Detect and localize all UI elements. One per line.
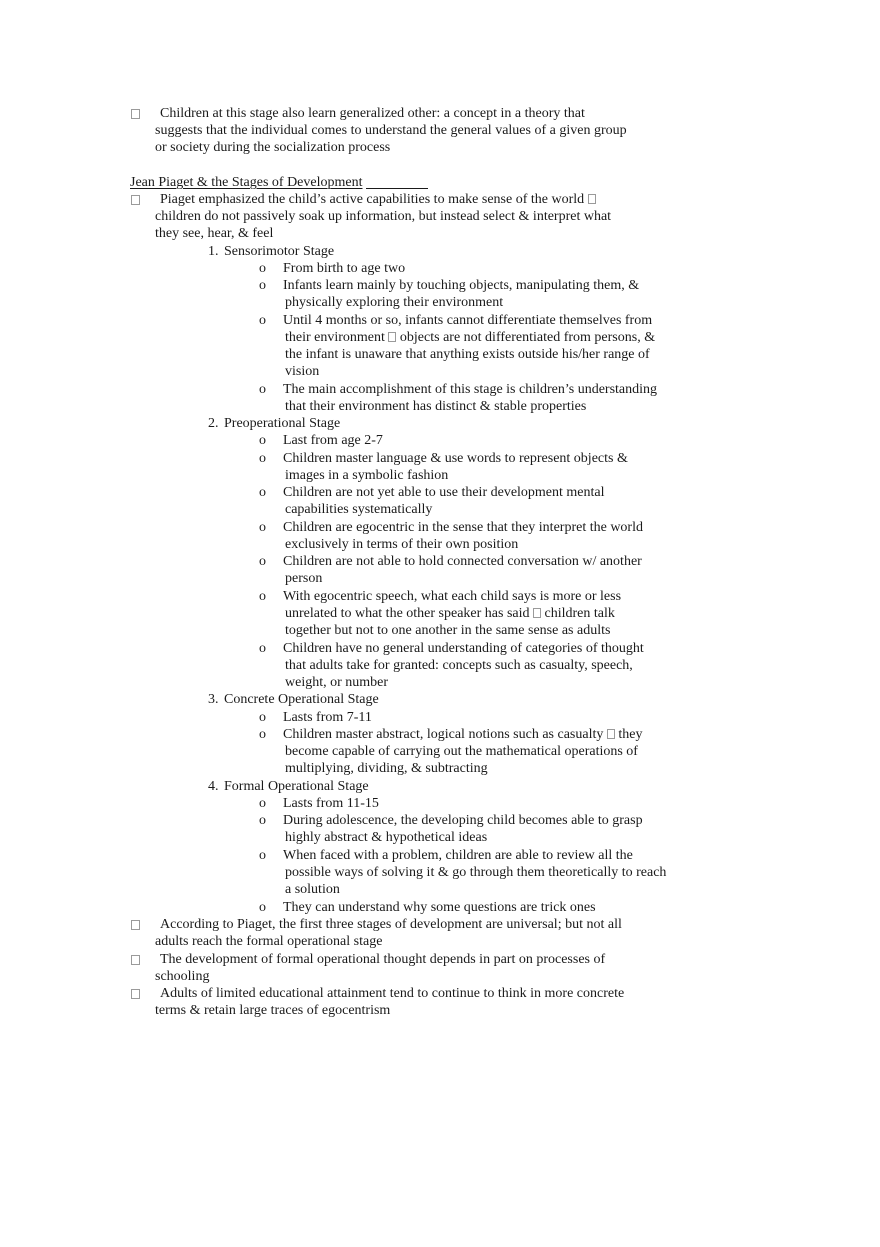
sub-bullet-marker: o xyxy=(259,451,266,466)
bullet-box-icon xyxy=(131,955,140,965)
sub-bullet-line: weight, or number xyxy=(285,675,389,690)
paragraph-text: Piaget emphasized the child’s active capabilities to make sense of the world xyxy=(160,192,585,207)
sub-bullet-marker: o xyxy=(259,313,266,328)
sub-bullet-line xyxy=(285,605,615,622)
sub-bullet-marker: o xyxy=(259,554,266,569)
sub-bullet-line: From birth to age two xyxy=(283,261,406,276)
sub-bullet-line: They can understand why some questions are trick ones xyxy=(283,900,596,915)
sub-bullet-line: that their environment has distinct & stable properties xyxy=(285,399,587,414)
sub-bullet-marker: o xyxy=(259,848,266,863)
bullet-box-icon xyxy=(131,920,140,930)
stage-number: 1. xyxy=(208,244,219,259)
sub-bullet-marker: o xyxy=(259,485,266,500)
arrow-glyph-icon xyxy=(533,608,541,618)
sub-bullet-line: Infants learn mainly by touching objects, manipulating them, & xyxy=(283,278,640,293)
sub-bullet-marker: o xyxy=(259,813,266,828)
paragraph-line: terms & retain large traces of egocentrism xyxy=(155,1003,391,1018)
sub-bullet-marker: o xyxy=(259,710,266,725)
sub-bullet-line xyxy=(283,726,642,743)
heading-underline xyxy=(366,188,428,189)
paragraph-line: they see, hear, & feel xyxy=(155,226,274,241)
sub-bullet-line xyxy=(285,329,655,346)
stage-title: Sensorimotor Stage xyxy=(224,244,335,259)
bullet-box-icon xyxy=(131,195,140,205)
sub-bullet-text: their environment xyxy=(285,330,385,345)
sub-bullet-line: During adolescence, the developing child becomes able to grasp xyxy=(283,813,643,828)
sub-bullet-marker: o xyxy=(259,796,266,811)
sub-bullet-text: Children master abstract, logical notions such as casualty xyxy=(283,727,604,742)
sub-bullet-line: together but not to one another in the same sense as adults xyxy=(285,623,611,638)
sub-bullet-line: the infant is unaware that anything exists outside his/her range of xyxy=(285,347,650,362)
sub-bullet-line: The main accomplishment of this stage is children’s understanding xyxy=(283,382,658,397)
arrow-glyph-icon xyxy=(588,194,596,204)
paragraph-line: children do not passively soak up information, but instead select & interpret what xyxy=(155,209,612,224)
arrow-glyph-icon xyxy=(607,729,615,739)
sub-bullet-line: Children are egocentric in the sense that they interpret the world xyxy=(283,520,643,535)
sub-bullet-line: exclusively in terms of their own position xyxy=(285,537,519,552)
stage-number: 4. xyxy=(208,779,219,794)
paragraph-line: According to Piaget, the first three stages of development are universal; but not all xyxy=(160,917,622,932)
sub-bullet-text: objects are not differentiated from persons, & xyxy=(399,330,656,345)
sub-bullet-line: Children are not able to hold connected conversation w/ another xyxy=(283,554,642,569)
sub-bullet-line: images in a symbolic fashion xyxy=(285,468,449,483)
paragraph-line: adults reach the formal operational stage xyxy=(155,934,383,949)
sub-bullet-line: Children master language & use words to represent objects & xyxy=(283,451,628,466)
paragraph-line xyxy=(160,191,596,208)
sub-bullet-line: physically exploring their environment xyxy=(285,295,504,310)
sub-bullet-line: that adults take for granted: concepts such as casualty, speech, xyxy=(285,658,633,673)
sub-bullet-line: Children are not yet able to use their development mental xyxy=(283,485,605,500)
sub-bullet-line: possible ways of solving it & go through them theoretically to reach xyxy=(285,865,667,880)
sub-bullet-line: With egocentric speech, what each child says is more or less xyxy=(283,589,622,604)
sub-bullet-marker: o xyxy=(259,900,266,915)
sub-bullet-line: When faced with a problem, children are able to review all the xyxy=(283,848,633,863)
sub-bullet-line: Children have no general understanding of categories of thought xyxy=(283,641,644,656)
sub-bullet-line: Last from age 2-7 xyxy=(283,433,383,448)
sub-bullet-marker: o xyxy=(259,589,266,604)
sub-bullet-line: Lasts from 7-11 xyxy=(283,710,372,725)
sub-bullet-line: person xyxy=(285,571,323,586)
stage-number: 3. xyxy=(208,692,219,707)
sub-bullet-line: vision xyxy=(285,364,320,379)
sub-bullet-text: children talk xyxy=(544,606,615,621)
sub-bullet-marker: o xyxy=(259,261,266,276)
paragraph-line: schooling xyxy=(155,969,210,984)
paragraph-line: The development of formal operational thought depends in part on processes of xyxy=(160,952,606,967)
stage-title: Concrete Operational Stage xyxy=(224,692,379,707)
paragraph-line: Adults of limited educational attainment tend to continue to think in more concrete xyxy=(160,986,625,1001)
bullet-box-icon xyxy=(131,109,140,119)
stage-title: Preoperational Stage xyxy=(224,416,341,431)
sub-bullet-marker: o xyxy=(259,382,266,397)
sub-bullet-line: Lasts from 11-15 xyxy=(283,796,379,811)
sub-bullet-line: Until 4 months or so, infants cannot differentiate themselves from xyxy=(283,313,653,328)
stage-number: 2. xyxy=(208,416,219,431)
sub-bullet-line: capabilities systematically xyxy=(285,502,433,517)
sub-bullet-line: highly abstract & hypothetical ideas xyxy=(285,830,488,845)
section-heading: Jean Piaget & the Stages of Development xyxy=(130,175,363,190)
stage-title: Formal Operational Stage xyxy=(224,779,369,794)
sub-bullet-marker: o xyxy=(259,433,266,448)
sub-bullet-line: a solution xyxy=(285,882,340,897)
sub-bullet-marker: o xyxy=(259,727,266,742)
sub-bullet-marker: o xyxy=(259,520,266,535)
bullet-box-icon xyxy=(131,989,140,999)
paragraph-line: suggests that the individual comes to understand the general values of a given group xyxy=(155,123,627,138)
sub-bullet-text: they xyxy=(618,727,643,742)
sub-bullet-line: become capable of carrying out the mathematical operations of xyxy=(285,744,638,759)
sub-bullet-marker: o xyxy=(259,278,266,293)
sub-bullet-text: unrelated to what the other speaker has said xyxy=(285,606,530,621)
sub-bullet-marker: o xyxy=(259,641,266,656)
arrow-glyph-icon xyxy=(388,332,396,342)
sub-bullet-line: multiplying, dividing, & subtracting xyxy=(285,761,488,776)
paragraph-line: Children at this stage also learn generalized other: a concept in a theory that xyxy=(160,106,585,121)
paragraph-line: or society during the socialization process xyxy=(155,140,391,155)
